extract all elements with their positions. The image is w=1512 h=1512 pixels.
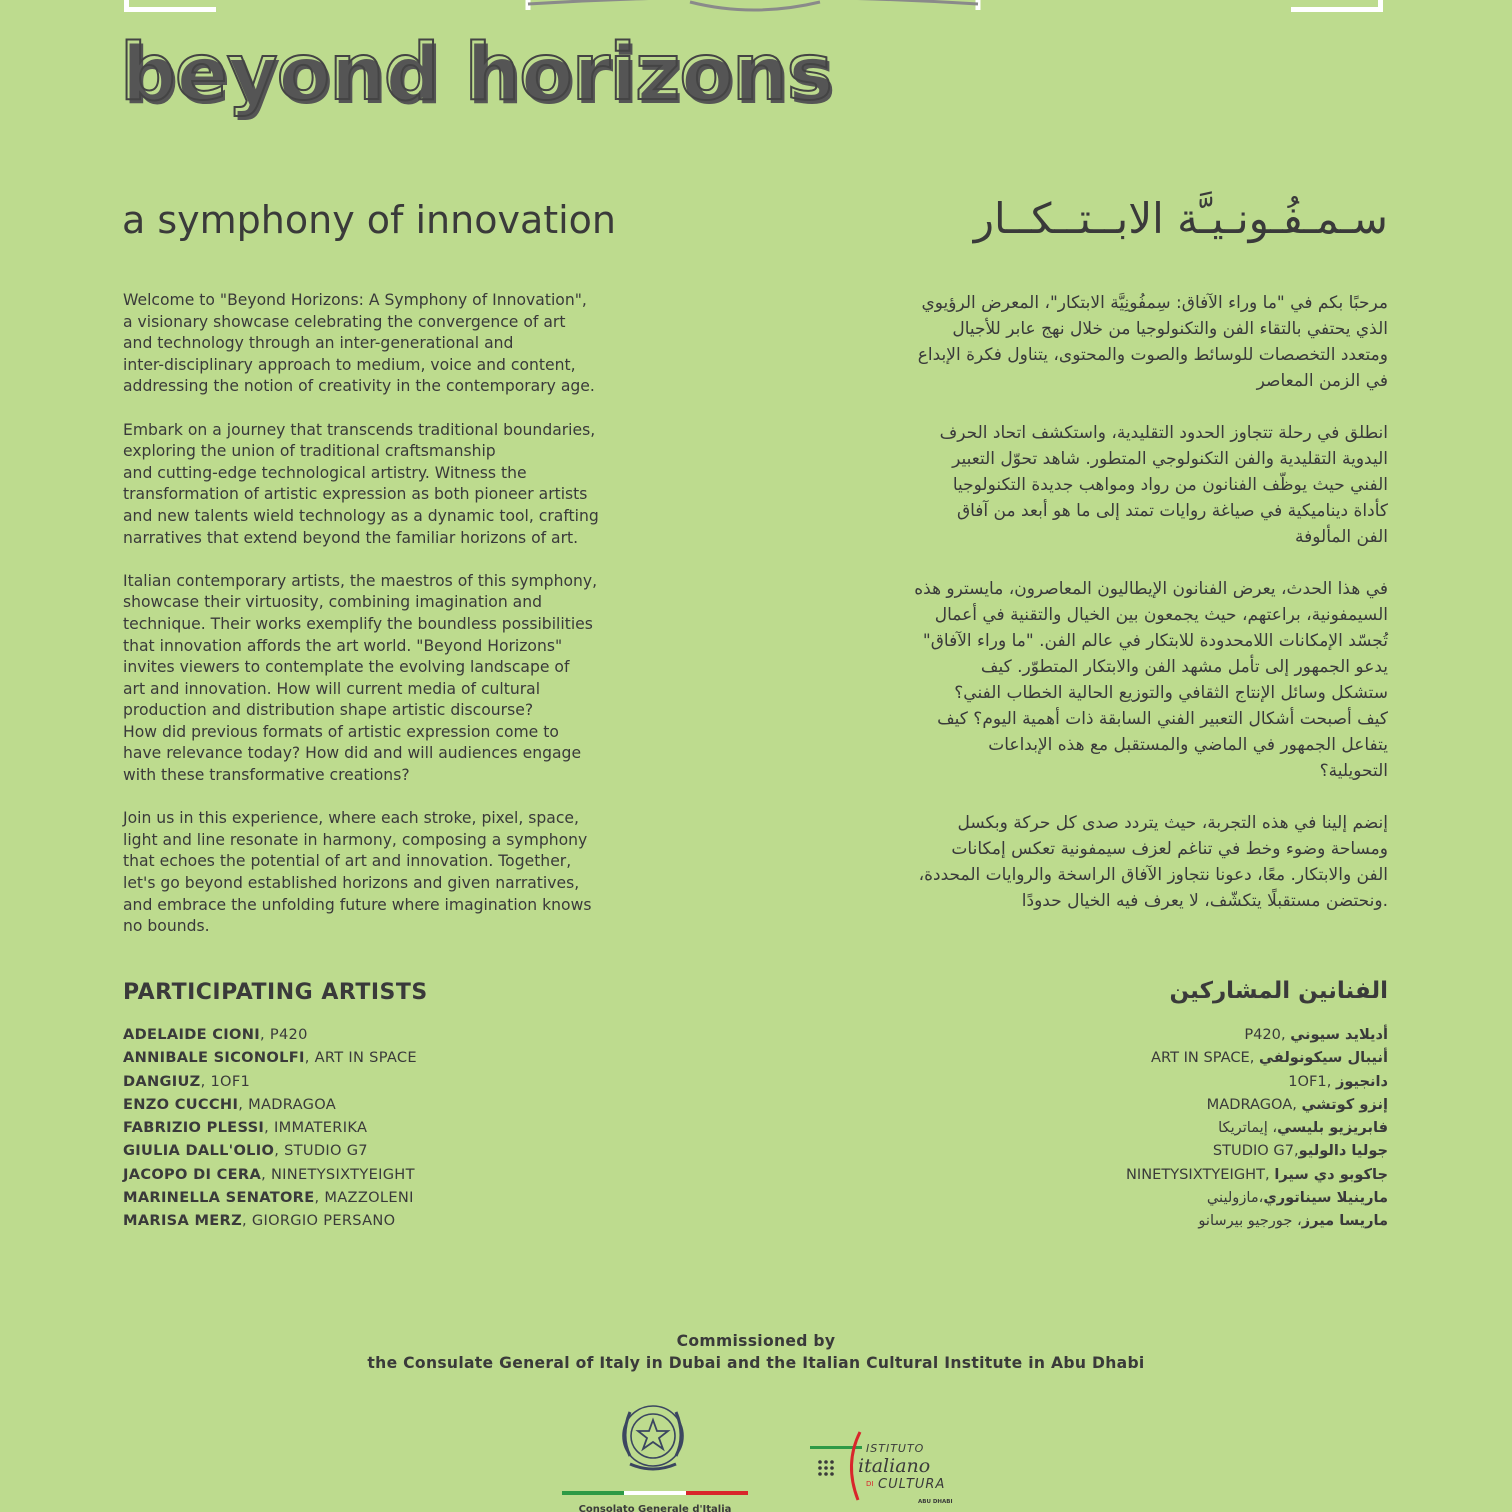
intro-paragraph-ar-2: انطلق في رحلة تتجاوز الحدود التقليدية، واستكشف اتحاد الحرف اليدوية التقليدية والفن التكنولوجي المتطور. شاهد تحوّل التعبير الفني حيث يوظّف الفنانون من رواد ومواهب جديدة التكنولوجيا كأداة ديناميكية في صياغة روايات تمتد إلى ما هو أبعد من آفاق الفن المألوفة bbox=[939, 423, 1388, 547]
artist-item bbox=[123, 1139, 417, 1162]
artist-item bbox=[123, 1116, 417, 1139]
artist-name: ANNIBALE SICONOLFI bbox=[123, 1049, 305, 1067]
artist-name-ar: جاكوبو دي سيرا bbox=[1274, 1165, 1388, 1183]
artist-list-arabic bbox=[1126, 1023, 1388, 1233]
artist-gallery-ar: ، جورجيو بيرسانو bbox=[1198, 1212, 1302, 1230]
artist-item-ar bbox=[1126, 1116, 1388, 1139]
svg-text:italiano: italiano bbox=[858, 1455, 931, 1477]
artist-name: ENZO CUCCHI bbox=[123, 1095, 239, 1113]
artist-gallery-ar: ,MADRAGOA bbox=[1206, 1095, 1302, 1113]
artist-gallery-ar: ,NINETYSIXTYEIGHT bbox=[1125, 1165, 1275, 1183]
artist-gallery-ar: ,ART IN SPACE bbox=[1151, 1049, 1260, 1067]
svg-text:DI: DI bbox=[866, 1480, 874, 1488]
artist-gallery: , GIORGIO PERSANO bbox=[241, 1212, 396, 1230]
participating-artists-heading-en: PARTICIPATING ARTISTS bbox=[123, 980, 428, 1005]
artist-item bbox=[123, 1023, 417, 1046]
artist-gallery-ar: ,P420 bbox=[1244, 1026, 1291, 1043]
artist-gallery: , NINETYSIXTYEIGHT bbox=[261, 1165, 415, 1183]
intro-paragraph-ar-1: مرحبًا بكم في "ما وراء الآفاق: سِمفُونِيَّة الابتكار"، المعرض الرؤيوي الذي يحتفي بالتقاء الفن والتكنولوجيا من خلال نهج عابر للأجيال ومتعدد التخصصات للوسائط والصوت والمحتوى، يتناول فكرة الإبداع في الزمن المعاصر bbox=[917, 293, 1388, 391]
artist-item-ar bbox=[1126, 1070, 1388, 1093]
commissioned-by-institutions: the Consulate General of Italy in Dubai and the Italian Cultural Institute in Abu Dhabi bbox=[367, 1354, 1145, 1372]
artist-item-ar bbox=[1126, 1163, 1388, 1186]
intro-paragraph-en-4: Join us in this experience, where each stroke, pixel, space, light and line resonate in harmony, composing a symphony that echoes the potential of art and innovation. Together, let's go beyond established horizons and given narratives, and embrace the unfolding future where imagination knows no bounds. bbox=[123, 809, 592, 936]
artist-name: MARINELLA SENATORE bbox=[123, 1189, 315, 1207]
italian-republic-emblem-logo bbox=[560, 1396, 750, 1512]
artist-name: JACOPO DI CERA bbox=[123, 1165, 262, 1183]
intro-paragraph-en-1: Welcome to "Beyond Horizons: A Symphony of Innovation", a visionary showcase celebrating the convergence of art and technology through an inter-generational and inter-disciplinary approach to medium, voice and content, addressing the notion of creativity in the contemporary age. bbox=[123, 291, 595, 396]
subtitle-english: a symphony of innovation bbox=[122, 198, 617, 242]
artist-name: MARISA MERZ bbox=[123, 1212, 242, 1230]
commissioned-by-credit bbox=[0, 1330, 1512, 1374]
artist-gallery: , MAZZOLENI bbox=[314, 1189, 414, 1207]
svg-text:Consolato Generale d'Italia: Consolato Generale d'Italia bbox=[578, 1504, 732, 1512]
artist-name-ar: إنزو كوتشي bbox=[1301, 1095, 1388, 1113]
artist-name: ADELAIDE CIONI bbox=[123, 1026, 260, 1043]
artist-gallery: , 1OF1 bbox=[200, 1072, 251, 1090]
istituto-italiano-di-cultura-logo bbox=[808, 1424, 958, 1508]
artist-name-ar: أديلايد سيوني bbox=[1290, 1026, 1388, 1043]
top-frame-arc bbox=[0, 0, 1512, 20]
artist-item-ar bbox=[1126, 1023, 1388, 1046]
artist-item bbox=[123, 1046, 417, 1069]
intro-paragraph-en-2: Embark on a journey that transcends traditional boundaries, exploring the union of traditional craftsmanship and cutting-edge technological artistry. Witness the transformation of artistic expression as both pioneer artists and new talents wield technology as a dynamic tool, crafting narratives that extend beyond the familiar horizons of art. bbox=[123, 420, 599, 547]
artist-item-ar bbox=[1126, 1186, 1388, 1209]
artist-gallery-ar: ,STUDIO G7 bbox=[1212, 1142, 1299, 1160]
artist-item bbox=[123, 1209, 417, 1232]
artist-item-ar bbox=[1126, 1209, 1388, 1232]
intro-paragraph-ar-3: في هذا الحدث، يعرض الفنانون الإيطاليون المعاصرون، مايسترو هذه السيمفونية، براعتهم، حيث يجمعون بين الخيال والتقنية في أعمال تُجسّد الإمكانات اللامحدودة للابتكار في عالم الفن. "ما وراء الآفاق" يدعو الجمهور إلى تأمل مشهد الفن والابتكار المتطوّر. كيف ستشكل وسائل الإنتاج الثقافي والتوزيع الحالية الخطاب الفني؟ كيف أصبحت أشكال التعبير الفني السابقة ذات أهمية اليوم؟ كيف يتفاعل الجمهور في الماضي والمستقبل مع هذه الإبداعات التحويلية؟ bbox=[914, 579, 1388, 781]
subtitle-arabic: سـمـفُـونـيـَّة الابــتــكــار bbox=[973, 194, 1388, 243]
artist-gallery: , ART IN SPACE bbox=[304, 1049, 417, 1067]
artist-name-ar: مارينيلا سيناتوري bbox=[1263, 1189, 1388, 1207]
artist-gallery-ar: ،مازوليني bbox=[1206, 1189, 1264, 1207]
artist-name-ar: فابريزيو بليسي bbox=[1277, 1119, 1388, 1137]
artist-item-ar bbox=[1126, 1139, 1388, 1162]
artist-gallery: , MADRAGOA bbox=[238, 1095, 337, 1113]
artist-name: FABRIZIO PLESSI bbox=[123, 1119, 265, 1137]
artist-item bbox=[123, 1070, 417, 1093]
artist-gallery: , IMMATERIKA bbox=[264, 1119, 368, 1137]
artist-name: DANGIUZ bbox=[123, 1072, 201, 1090]
svg-text:CULTURA: CULTURA bbox=[878, 1477, 946, 1492]
artist-gallery-ar: ,1OF1 bbox=[1288, 1072, 1336, 1090]
svg-text:ISTITUTO: ISTITUTO bbox=[866, 1442, 925, 1455]
artist-item-ar bbox=[1126, 1093, 1388, 1116]
artist-gallery-ar: ، إيماتريكا bbox=[1218, 1119, 1278, 1137]
artist-gallery: , P420 bbox=[259, 1026, 308, 1043]
artist-name-ar: جوليا دالوليو bbox=[1298, 1142, 1388, 1160]
intro-text-english bbox=[123, 290, 643, 959]
artist-name-ar: ماريسا ميرز bbox=[1301, 1212, 1388, 1230]
artist-name: GIULIA DALL'OLIO bbox=[123, 1142, 275, 1160]
exhibition-title: beyond horizons bbox=[120, 28, 832, 118]
artist-gallery: , STUDIO G7 bbox=[274, 1142, 368, 1160]
participating-artists-heading-ar: الفنانين المشاركين bbox=[1169, 978, 1388, 1004]
artist-item-ar bbox=[1126, 1046, 1388, 1069]
artist-list-english bbox=[123, 1023, 417, 1233]
intro-paragraph-ar-4: إنضم إلينا في هذه التجربة، حيث يتردد صدى كل حركة وبكسل ومساحة وضوء وخط في تناغم لعزف سيمفونية تعكس إمكانات الفن والابتكار. معًا، دعونا نتجاوز الآفاق الراسخة والروايات المحددة، .ونحتضن مستقبلًا يتكشّف، لا يعرف فيه الخيال حدودًا bbox=[918, 813, 1388, 911]
commissioned-by-label: Commissioned by bbox=[676, 1332, 836, 1350]
artist-item bbox=[123, 1093, 417, 1116]
artist-name-ar: أنيبال سيكونولفي bbox=[1259, 1049, 1388, 1067]
artist-item bbox=[123, 1163, 417, 1186]
intro-paragraph-en-3: Italian contemporary artists, the maestros of this symphony, showcase their virtuosity, combining imagination and technique. Their works exemplify the boundless possibilities that innovation affords the art world. "Beyond Horizons" invites viewers to contemplate the evolving landscape of art and innovation. How will current media of cultural production and distribution shape artistic discourse? How did previous formats of artistic expression come to have relevance today? How did and will audiences engage with these transformative creations? bbox=[123, 571, 598, 785]
artist-item bbox=[123, 1186, 417, 1209]
artist-name-ar: دانجيوز bbox=[1336, 1072, 1388, 1090]
intro-text-arabic bbox=[868, 290, 1388, 940]
svg-text:ABU DHABI: ABU DHABI bbox=[918, 1499, 953, 1505]
